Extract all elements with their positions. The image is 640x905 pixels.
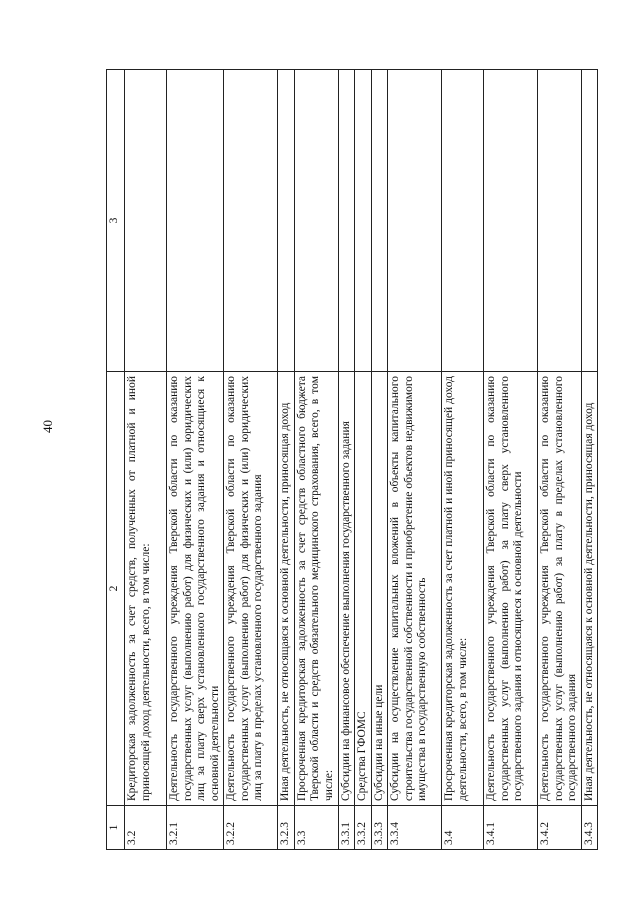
header-col-3: 3 <box>107 70 125 372</box>
row-value <box>355 70 372 372</box>
row-code: 3.2 <box>125 806 167 850</box>
row-description: Просроченная кредиторская задолженность за счет платной и иной приносящей доход деятельности, всего, в том числе: <box>442 372 484 806</box>
page-number: 40 <box>40 420 55 433</box>
table-row <box>355 70 372 850</box>
table-header-row <box>107 70 125 850</box>
row-description: Деятельность государственного учреждения Тверской области по оказанию государственных услуг (выполнению работ) для физических и (или) юридических лиц за плату в пределах установленного государственного задания <box>224 372 278 806</box>
header-col-1: 1 <box>107 806 125 850</box>
row-value <box>224 70 278 372</box>
table-row <box>338 70 355 850</box>
row-code: 3.3.2 <box>355 806 372 850</box>
table-row <box>224 70 278 850</box>
table-row <box>278 70 295 850</box>
row-description: Деятельность государственного учреждения Тверской области по оказанию государственных услуг (выполнению работ) за плату в пределах установленного государственного задания <box>538 372 582 806</box>
table-row <box>442 70 484 850</box>
row-code: 3.3.1 <box>338 806 355 850</box>
row-value <box>388 70 442 372</box>
table-row <box>371 70 388 850</box>
row-value <box>538 70 582 372</box>
row-description: Иная деятельность, не относящаяся к основной деятельности, приносящая доход <box>278 372 295 806</box>
row-code: 3.4 <box>442 806 484 850</box>
row-description: Деятельность государственного учреждения Тверской области по оказанию государственных услуг (выполнению работ) за плату сверх установленного государственного задания и относящиеся к основной деятельности <box>484 372 538 806</box>
row-code: 3.2.3 <box>278 806 295 850</box>
row-value <box>294 70 338 372</box>
row-description: Средства ГФОМС <box>355 372 372 806</box>
table-row <box>167 70 224 850</box>
table-row <box>388 70 442 850</box>
row-description: Деятельность государственного учреждения Тверской области по оказанию государственных услуг (выполнению работ) для физических и (или) юридических лиц за плату сверх установленного государственного задания и относящиеся к основной деятельности <box>167 372 224 806</box>
row-code: 3.3 <box>294 806 338 850</box>
row-code: 3.3.4 <box>388 806 442 850</box>
row-value <box>125 70 167 372</box>
row-code: 3.4.1 <box>484 806 538 850</box>
row-description: Иная деятельность, не относящаяся к основной деятельности, приносящая доход <box>581 372 598 806</box>
table-row <box>581 70 598 850</box>
row-description: Кредиторская задолженность за счет средств, полученных от платной и иной приносящей доход деятельности, всего, в том числе: <box>125 372 167 806</box>
row-code: 3.4.3 <box>581 806 598 850</box>
table-row <box>538 70 582 850</box>
row-value <box>484 70 538 372</box>
row-value <box>338 70 355 372</box>
row-description: Просроченная кредиторская задолженность за счет средств областного бюджета Тверской области и средств обязательного медицинского страхования, всего, в том числе: <box>294 372 338 806</box>
row-description: Субсидии на иные цели <box>371 372 388 806</box>
row-code: 3.2.1 <box>167 806 224 850</box>
table-row <box>125 70 167 850</box>
row-description: Субсидии на финансовое обеспечение выполнения государственного задания <box>338 372 355 806</box>
row-code: 3.4.2 <box>538 806 582 850</box>
row-value <box>581 70 598 372</box>
row-value <box>371 70 388 372</box>
row-code: 3.3.3 <box>371 806 388 850</box>
table-row <box>294 70 338 850</box>
table-row <box>484 70 538 850</box>
row-value <box>442 70 484 372</box>
row-value <box>167 70 224 372</box>
header-col-2: 2 <box>107 372 125 806</box>
liabilities-table <box>106 69 598 850</box>
row-value <box>278 70 295 372</box>
row-description: Субсидии на осуществление капитальных вложений в объекты капитального строительства государственной собственности и приобретение объектов недвижимого имущества в государственную собственность <box>388 372 442 806</box>
table-body <box>107 70 598 850</box>
row-code: 3.2.2 <box>224 806 278 850</box>
